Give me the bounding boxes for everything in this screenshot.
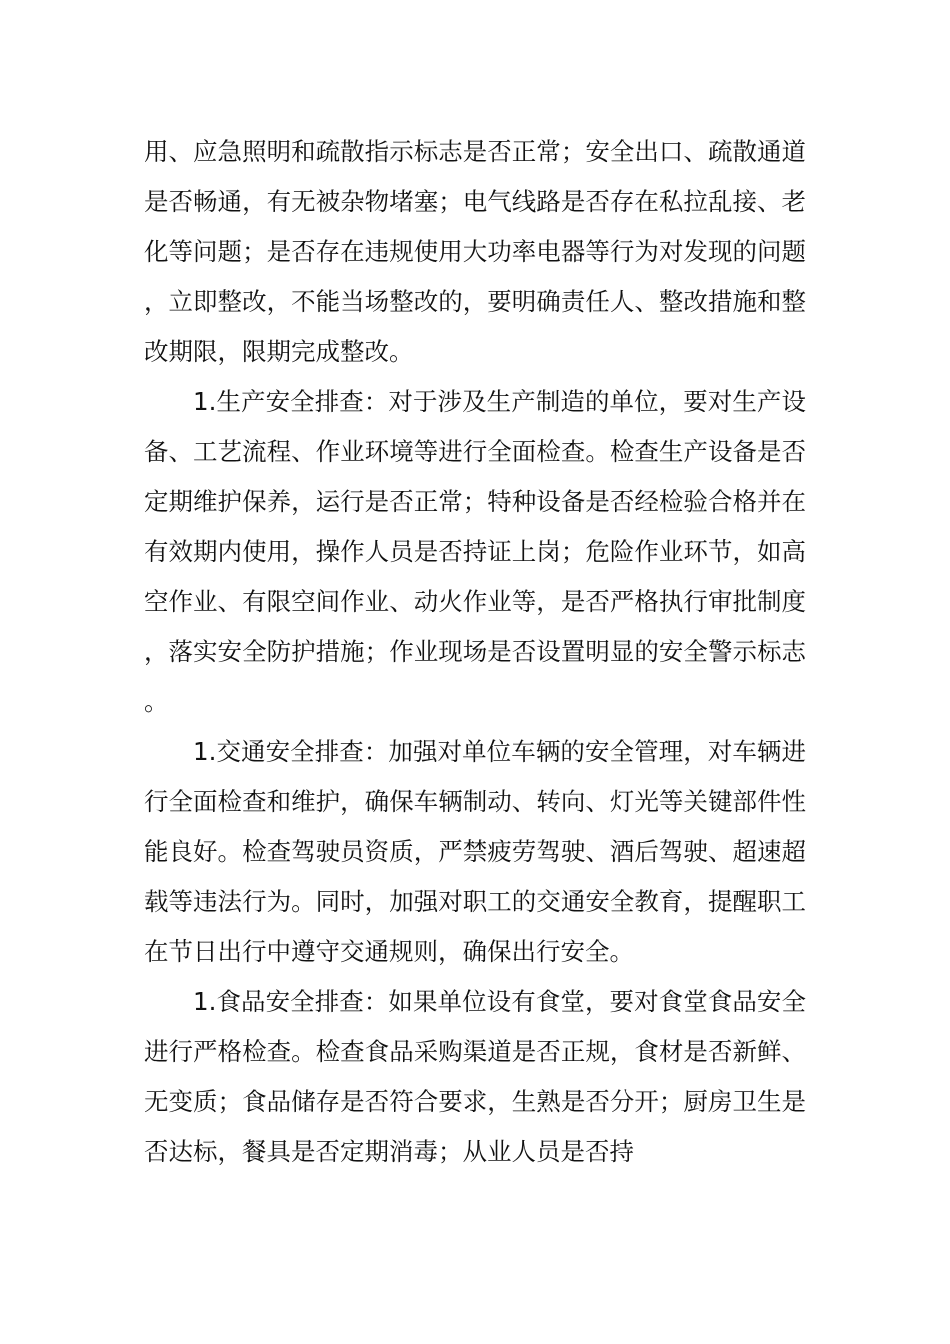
paragraph-production-safety: 1.生产安全排查：对于涉及生产制造的单位，要对生产设备、工艺流程、作业环境等进行全面检查。检查生产设备是否定期维护保养，运行是否正常；特种设备是否经检验合格并在有效期内使用，操作人员是否持证上岗；危险作业环节，如高空作业、有限空间作业、动火作业等，是否严格执行审批制度，落实安全防护措施；作业现场是否设置明显的安全警示标志。 (144, 387, 806, 716)
paragraph-food-safety: 1.食品安全排查：如果单位设有食堂，要对食堂食品安全进行严格检查。检查食品采购渠道是否正规，食材是否新鲜、无变质；食品储存是否符合要求，生熟是否分开；厨房卫生是否达标，餐具是否定期消毒；从业人员是否持 (144, 987, 806, 1166)
document-page (144, 127, 806, 1177)
paragraph-traffic-safety: 1.交通安全排查：加强对单位车辆的安全管理，对车辆进行全面检查和维护，确保车辆制动、转向、灯光等关键部件性能良好。检查驾驶员资质，严禁疲劳驾驶、酒后驾驶、超速超载等违法行为。同时，加强对职工的交通安全教育，提醒职工在节日出行中遵守交通规则，确保出行安全。 (144, 737, 806, 966)
paragraph-fire-safety-continuation: 用、应急照明和疏散指示标志是否正常；安全出口、疏散通道是否畅通，有无被杂物堵塞；电气线路是否存在私拉乱接、老化等问题；是否存在违规使用大功率电器等行为对发现的问题，立即整改，不能当场整改的，要明确责任人、整改措施和整改期限，限期完成整改。 (144, 137, 806, 366)
